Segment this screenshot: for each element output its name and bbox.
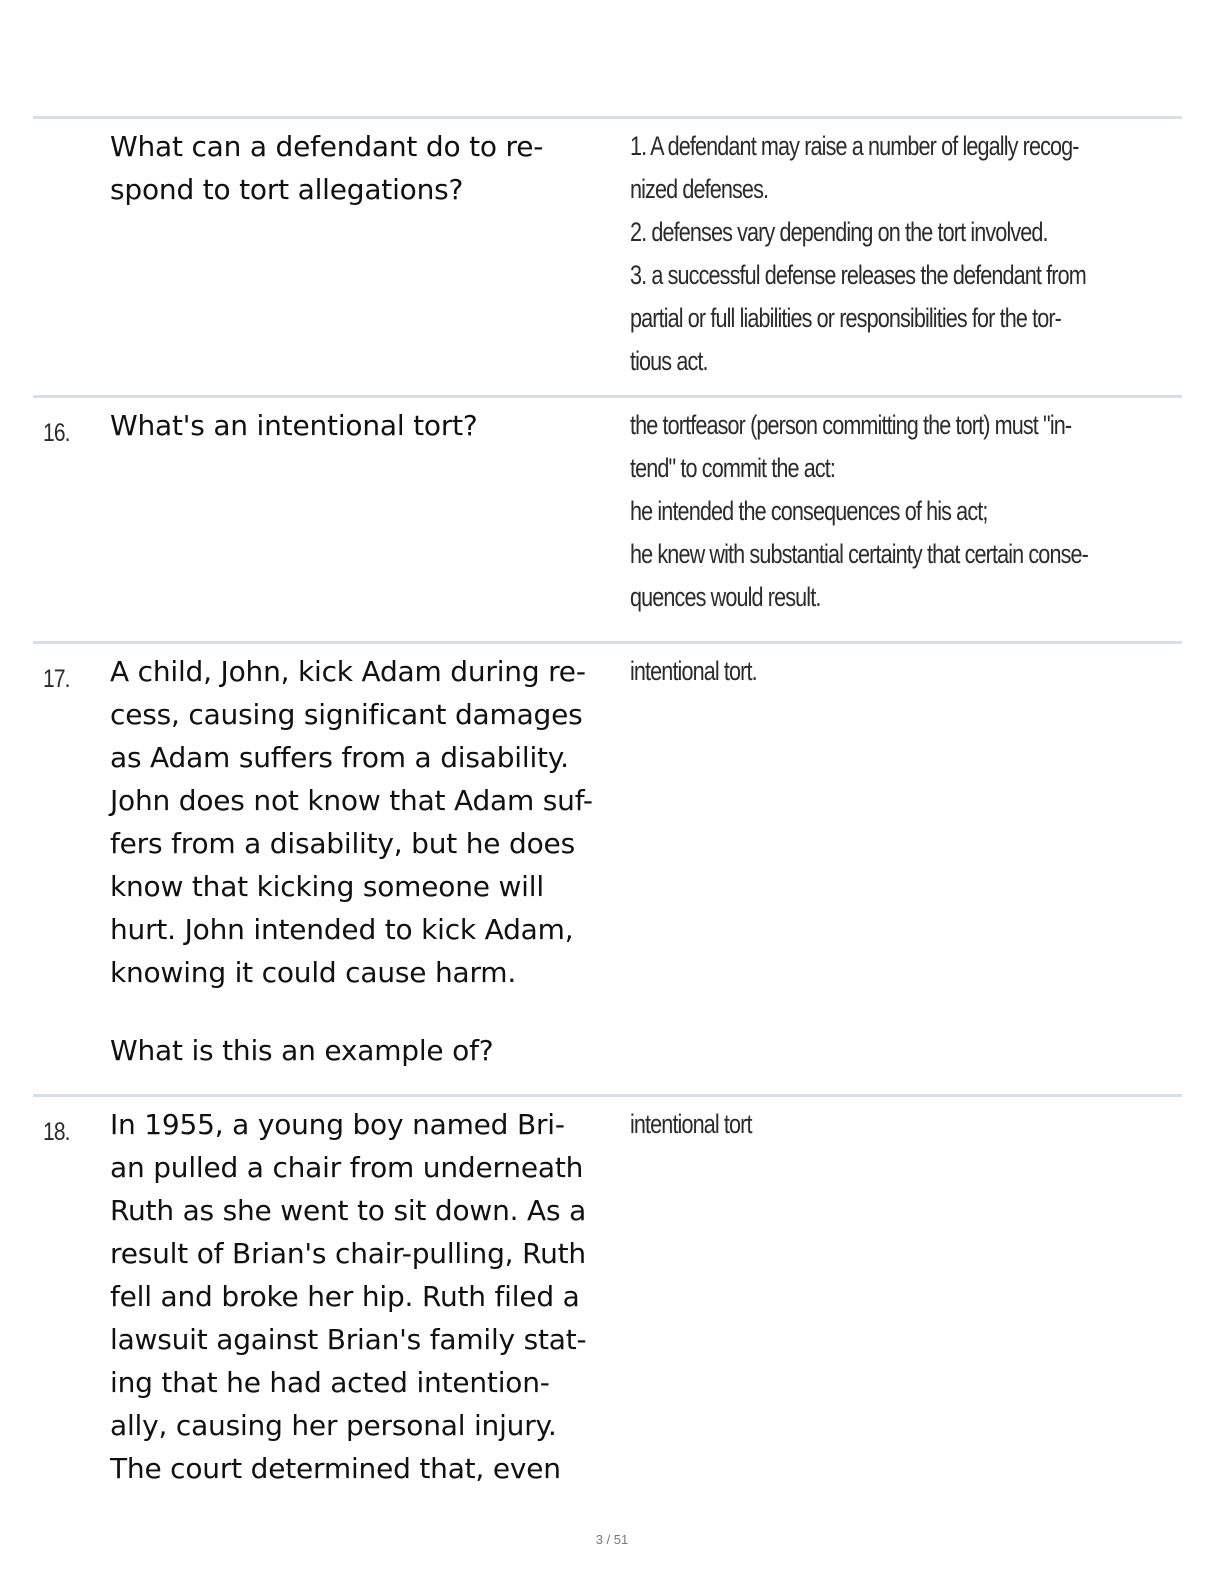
term-line: as Adam suffers from a disability. xyxy=(110,741,569,774)
page-indicator: 3 / 51 xyxy=(595,1532,629,1547)
card-definition xyxy=(630,404,1190,619)
term-line: fers from a disability, but he does xyxy=(110,827,575,860)
term-line: cess, causing significant damages xyxy=(110,698,583,731)
definition-line: 1. A defendant may raise a number of legally recog- xyxy=(630,131,1079,161)
definition-line: intentional tort xyxy=(630,1109,752,1139)
card-definition xyxy=(630,650,1190,693)
term-line: know that kicking someone will xyxy=(110,870,544,903)
paragraph-gap xyxy=(110,994,630,1029)
definition-line: partial or full liabilities or responsibilities for the tor- xyxy=(630,303,1061,333)
term-line: ally, causing her personal injury. xyxy=(110,1409,557,1442)
card-term xyxy=(110,1103,630,1490)
term-line: John does not know that Adam suf- xyxy=(110,784,593,817)
term-question: What is this an example of? xyxy=(110,1034,494,1067)
term-line: spond to tort allegations? xyxy=(110,173,464,206)
definition-line: he knew with substantial certainty that certain conse- xyxy=(630,539,1088,569)
term-line: A child, John, kick Adam during re- xyxy=(110,655,586,688)
definition-line: 3. a successful defense releases the defendant from xyxy=(630,260,1086,290)
term-line: The court determined that, even xyxy=(110,1452,561,1485)
term-line: In 1955, a young boy named Bri- xyxy=(110,1108,565,1141)
definition-line: intentional tort. xyxy=(630,656,757,686)
definition-line: tious act. xyxy=(630,346,708,376)
card-term xyxy=(110,125,630,211)
card-term xyxy=(110,650,630,1072)
term-line: an pulled a chair from underneath xyxy=(110,1151,584,1184)
card-number: 16. xyxy=(43,419,70,447)
flashcard xyxy=(33,116,1182,395)
flashcard xyxy=(33,395,1182,641)
term-line: fell and broke her hip. Ruth filed a xyxy=(110,1280,580,1313)
definition-line: tend" to commit the act: xyxy=(630,453,836,483)
flashcard xyxy=(33,641,1182,1094)
flashcard-list xyxy=(33,116,1182,1514)
definition-line: he intended the consequences of his act; xyxy=(630,496,988,526)
term-line: What's an intentional tort? xyxy=(110,409,478,442)
card-number: 17. xyxy=(43,665,70,693)
card-number: 18. xyxy=(43,1118,70,1146)
term-line: lawsuit against Brian's family stat- xyxy=(110,1323,587,1356)
definition-line: 2. defenses vary depending on the tort involved. xyxy=(630,217,1048,247)
card-term xyxy=(110,404,630,447)
term-line: result of Brian's chair-pulling, Ruth xyxy=(110,1237,586,1270)
card-definition xyxy=(630,1103,1190,1146)
definition-line: the tortfeasor (person committing the tort) must "in- xyxy=(630,410,1072,440)
term-line: Ruth as she went to sit down. As a xyxy=(110,1194,587,1227)
definition-line: nized defenses. xyxy=(630,174,769,204)
card-definition xyxy=(630,125,1190,383)
term-line: hurt. John intended to kick Adam, xyxy=(110,913,574,946)
flashcard xyxy=(33,1094,1182,1514)
definition-line: quences would result. xyxy=(630,582,821,612)
term-line: What can a defendant do to re- xyxy=(110,130,544,163)
term-line: ing that he had acted intention- xyxy=(110,1366,550,1399)
term-line: knowing it could cause harm. xyxy=(110,956,517,989)
